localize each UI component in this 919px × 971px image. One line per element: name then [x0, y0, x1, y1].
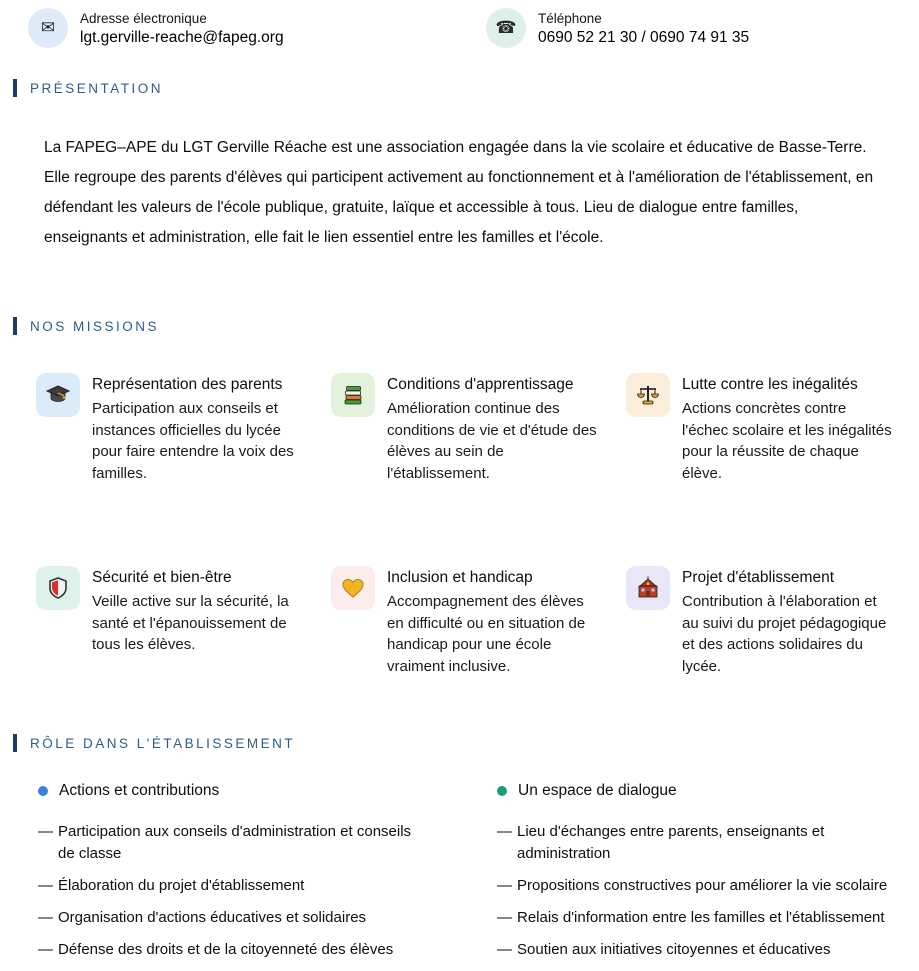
blue-bullet-icon: [38, 786, 48, 796]
presentation-paragraph: La FAPEG–APE du LGT Gerville Réache est une association engagée dans la vie scolaire et éducative de Basse-Terre. Elle regroupe des parents d'élèves qui participent activement au fonctionnement et à l'amélioration de l'établissement, en défendant les valeurs de l'école publique, gratuite, laïque et accessible à tous. Lieu de dialogue entre familles, enseignants et administration, elle fait le lien essentiel entre les familles et l'école.: [44, 139, 874, 246]
mission-title: Inclusion et handicap: [387, 569, 533, 586]
contact-row: [0, 0, 919, 48]
graduation-cap-icon: [36, 373, 80, 417]
list-item: — Élaboration du projet d'établissement: [38, 875, 429, 897]
section-title: RÔLE DANS L'ÉTABLISSEMENT: [30, 735, 296, 751]
school-icon: [626, 566, 670, 610]
contact-email: [0, 8, 458, 48]
mission-description: Contribution à l'élaboration et au suivi du projet pédagogique et des actions solidaires du lycée.: [682, 593, 887, 675]
list-item: — Relais d'information entre les familles et l'établissement: [497, 907, 889, 929]
role-column-dialogue: [459, 782, 919, 971]
section-accent-bar: [13, 317, 17, 335]
role-column-title: Un espace de dialogue: [518, 782, 677, 799]
phone-label: Téléphone: [538, 11, 602, 26]
mission-card-inclusion: [331, 566, 618, 677]
dash-prefix: —: [38, 823, 53, 840]
role-grid: [0, 782, 919, 971]
mission-title: Projet d'établissement: [682, 569, 835, 586]
mission-title: Représentation des parents: [92, 376, 283, 393]
phone-value[interactable]: 0690 52 21 30 / 0690 74 91 35: [538, 29, 750, 46]
mission-title: Lutte contre les inégalités: [682, 376, 858, 393]
section-header-role: [13, 734, 919, 752]
mission-card-inegalites: [626, 373, 913, 484]
mission-description: Participation aux conseils et instances officielles du lycée pour faire entendre la voix des familles.: [92, 400, 294, 482]
mission-card-representation: [36, 373, 323, 484]
mission-card-securite: [36, 566, 323, 677]
section-title: NOS MISSIONS: [30, 318, 160, 334]
list-item: — Propositions constructives pour améliorer la vie scolaire: [497, 875, 889, 897]
dash-prefix: —: [497, 877, 512, 894]
scales-icon: [626, 373, 670, 417]
mission-card-conditions: [331, 373, 618, 484]
mission-description: Amélioration continue des conditions de vie et d'étude des élèves au sein de l'établissement.: [387, 400, 597, 482]
dash-prefix: —: [497, 909, 512, 926]
shield-icon: [36, 566, 80, 610]
mission-title: Sécurité et bien-être: [92, 569, 232, 586]
list-item: — Défense des droits et de la citoyenneté des élèves: [38, 939, 429, 961]
section-accent-bar: [13, 734, 17, 752]
list-item: — Soutien aux initiatives citoyennes et éducatives: [497, 939, 889, 961]
list-item: — Lieu d'échanges entre parents, enseignants et administration: [497, 823, 825, 862]
dash-prefix: —: [497, 823, 512, 840]
telephone-icon: ☎: [486, 8, 526, 48]
section-header-presentation: [13, 79, 919, 97]
list-item: — Organisation d'actions éducatives et solidaires: [38, 907, 429, 929]
mission-description: Veille active sur la sécurité, la santé et l'épanouissement de tous les élèves.: [92, 593, 289, 653]
email-label: Adresse électronique: [80, 11, 207, 26]
dash-prefix: —: [497, 941, 512, 958]
section-accent-bar: [13, 79, 17, 97]
mission-card-projet: [626, 566, 913, 677]
section-header-missions: [13, 317, 919, 335]
dash-prefix: —: [38, 909, 53, 926]
mission-description: Accompagnement des élèves en difficulté ou en situation de handicap pour une école vraiment inclusive.: [387, 593, 586, 675]
role-column-title: Actions et contributions: [59, 782, 220, 799]
dash-prefix: —: [38, 877, 53, 894]
contact-phone: [458, 8, 919, 48]
mission-description: Actions concrètes contre l'échec scolaire et les inégalités pour la réussite de chaque élève.: [682, 400, 892, 482]
email-value[interactable]: lgt.gerville-reache@fapeg.org: [80, 29, 284, 46]
mission-title: Conditions d'apprentissage: [387, 376, 574, 393]
books-icon: [331, 373, 375, 417]
heart-icon: [331, 566, 375, 610]
dash-prefix: —: [38, 941, 53, 958]
green-bullet-icon: [497, 786, 507, 796]
missions-grid: [36, 373, 913, 677]
role-column-actions: [0, 782, 459, 971]
section-title: PRÉSENTATION: [30, 80, 164, 96]
list-item: — Participation aux conseils d'administration et conseils de classe: [38, 823, 412, 862]
envelope-icon: ✉: [28, 8, 68, 48]
